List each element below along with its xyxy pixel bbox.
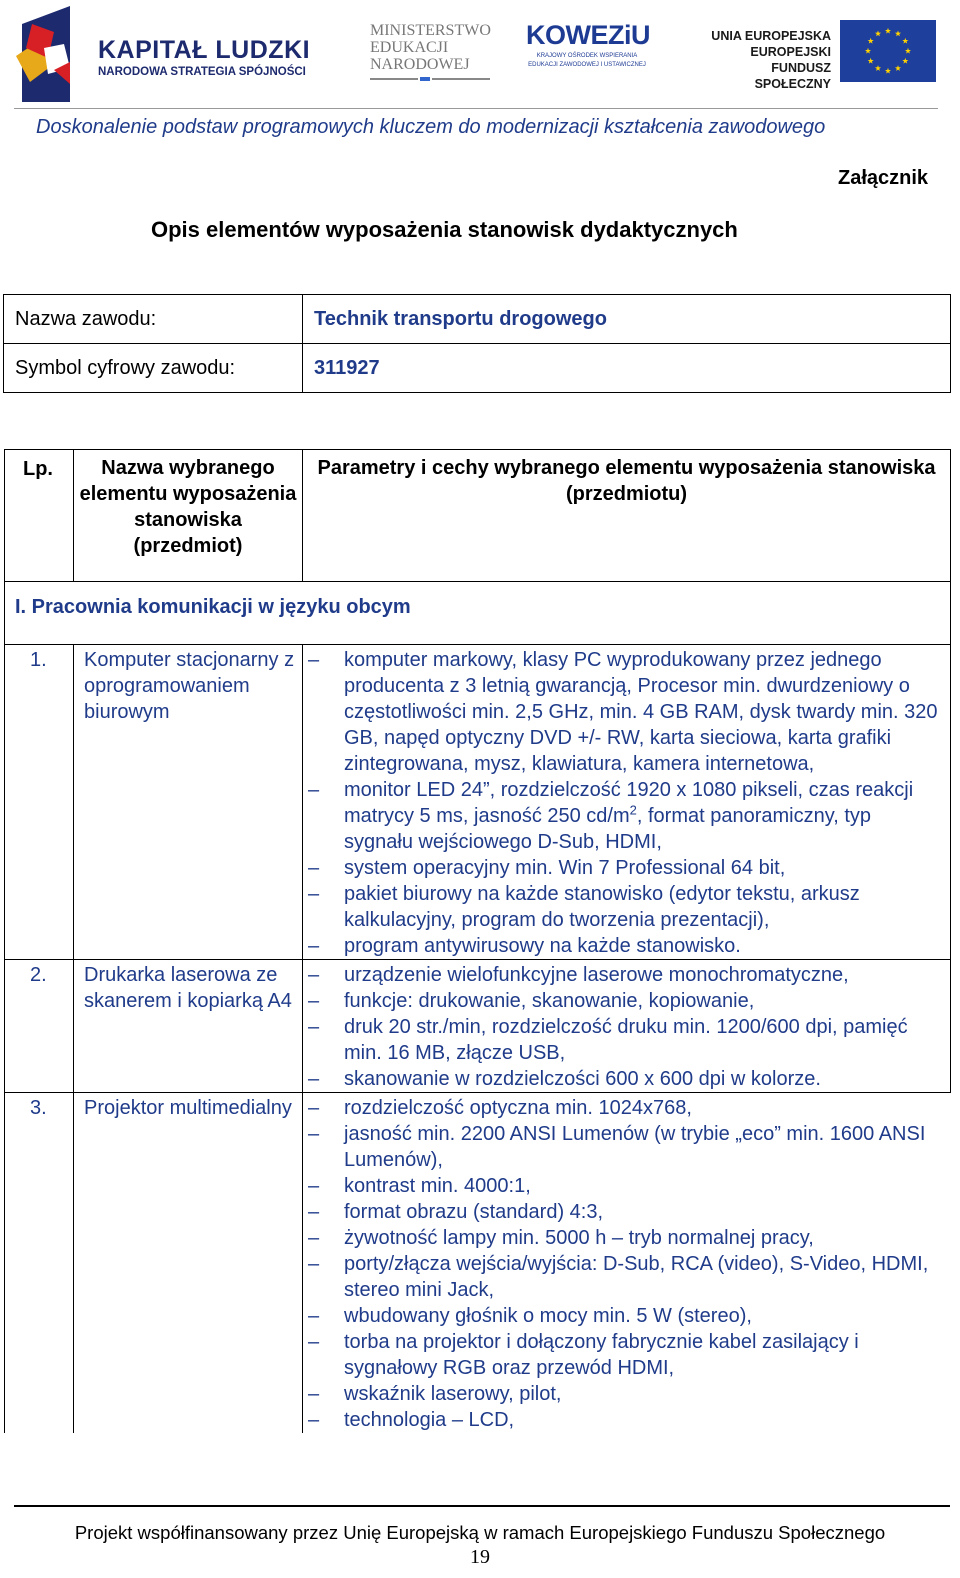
table-row — [5, 960, 951, 1093]
superscript: 2 — [629, 802, 637, 818]
project-subtitle: Doskonalenie podstaw programowych kluczem do modernizacji kształcenia zawodowego — [36, 116, 826, 138]
koweziu-tagline: KRAJOWY OŚRODEK WSPIERANIA — [536, 53, 638, 59]
item-params — [303, 960, 951, 1093]
table-row — [5, 645, 951, 960]
param-list — [303, 1095, 945, 1433]
param-item: – funkcje: drukowanie, skanowanie, kopiowanie, — [303, 988, 944, 1014]
profession-code-row — [4, 344, 951, 393]
item-params — [303, 645, 951, 960]
param-item: – format obrazu (standard) 4:3, — [303, 1199, 945, 1225]
eu-flag-icon — [840, 20, 936, 82]
header-item-name: Nazwa wybranego elementu wyposażenia stanowiska (przedmiot) — [74, 450, 303, 582]
footer-divider — [14, 1505, 950, 1507]
param-item: – kontrast min. 4000:1, — [303, 1173, 945, 1199]
header-divider — [14, 108, 938, 109]
section-title: I. Pracownia komunikacji w języku obcym — [5, 582, 951, 645]
item-number: 3. — [5, 1093, 74, 1434]
profession-name-label: Nazwa zawodu: — [4, 295, 303, 344]
param-item: – system operacyjny min. Win 7 Professional 64 bit, — [303, 855, 944, 881]
param-item: – żywotność lampy min. 5000 h – tryb normalnej pracy, — [303, 1225, 945, 1251]
koweziu-wordmark: KOWEZiU — [526, 20, 650, 50]
profession-table — [3, 294, 951, 393]
eu-logo-line: FUNDUSZ SPOŁECZNY — [754, 61, 831, 91]
koweziu-tagline: EDUKACJI ZAWODOWEJ I USTAWICZNEJ — [528, 62, 646, 68]
kapital-ludzki-logo — [98, 36, 310, 78]
men-logo-swoosh — [370, 76, 490, 82]
men-logo-line: EDUKACJI — [370, 39, 449, 56]
param-item: – wskaźnik laserowy, pilot, — [303, 1381, 945, 1407]
page-number: 19 — [470, 1546, 490, 1568]
header-lp: Lp. — [5, 450, 74, 582]
item-name: Komputer stacjonarny z oprogramowaniem biurowym — [74, 645, 303, 960]
param-item: – program antywirusowy na każde stanowisko. — [303, 933, 944, 959]
kapital-ludzki-wordmark: KAPITAŁ LUDZKI — [98, 36, 311, 64]
param-item: – komputer markowy, klasy PC wyprodukowany przez jednego producenta z 3 letnią gwarancją, Procesor min. dwurdzeniowy o częstotliwości min. 2,5 GHz, min. 4 GB RAM, dysk twardy min. 320 GB, napęd optyczny DVD +/- RW, karta sieciowa, karta grafiki zintegrowana, mysz, klawiatura, kamera internetowa, — [303, 647, 944, 777]
footer-text: Projekt współfinansowany przez Unię Europejską w ramach Europejskiego Funduszu Społecznego — [74, 1522, 886, 1543]
profession-name-value: Technik transportu drogowego — [303, 295, 951, 344]
equipment-table — [4, 449, 951, 1433]
param-item: – monitor LED 24”, rozdzielczość 1920 x 1080 pikseli, czas reakcji matrycy 5 ms, jasność 250 $cd/m^2$, format panoramiczny, typ sygnału wejściowego D-Sub, HDMI, — [303, 777, 944, 855]
item-number: 1. — [5, 645, 74, 960]
table-header-row — [5, 450, 951, 582]
item-name: Drukarka laserowa ze skanerem i kopiarką A4 — [74, 960, 303, 1093]
param-item: – technologia – LCD, — [303, 1407, 945, 1433]
eu-logo-text — [700, 28, 831, 92]
param-list — [303, 647, 944, 959]
param-item: – porty/złącza wejścia/wyjścia: D-Sub, RCA (video), S-Video, HDMI, stereo mini Jack, — [303, 1251, 945, 1303]
param-item: – wbudowany głośnik o mocy min. 5 W (stereo), — [303, 1303, 945, 1329]
table-row — [5, 1093, 951, 1434]
eu-logo-line: EUROPEJSKI — [750, 45, 831, 59]
eu-logo-line: UNIA EUROPEJSKA — [711, 29, 831, 43]
param-item: – pakiet biurowy na każde stanowisko (edytor tekstu, arkusz kalkulacyjny, program do tworzenia prezentacji), — [303, 881, 944, 933]
item-number: 2. — [5, 960, 74, 1093]
header-item-params: Parametry i cechy wybranego elementu wyposażenia stanowiska (przedmiotu) — [303, 450, 951, 582]
param-list — [303, 962, 944, 1092]
koweziu-logo — [526, 20, 648, 80]
kapital-ludzki-emblem — [14, 4, 76, 102]
param-item: – urządzenie wielofunkcyjne laserowe monochromatyczne, — [303, 962, 944, 988]
item-name: Projektor multimedialny — [74, 1093, 303, 1434]
profession-code-label: Symbol cyfrowy zawodu: — [4, 344, 303, 393]
document-title: Opis elementów wyposażenia stanowisk dydaktycznych — [151, 217, 738, 242]
param-item: – druk 20 str./min, rozdzielczość druku min. 1200/600 dpi, pamięć min. 16 MB, złącze USB, — [303, 1014, 944, 1066]
profession-name-row — [4, 295, 951, 344]
men-logo-line: NARODOWEJ — [370, 56, 470, 73]
item-params — [303, 1093, 951, 1434]
men-logo — [370, 22, 491, 73]
attachment-label: Załącznik — [838, 167, 929, 189]
section-row — [5, 582, 951, 645]
param-item: – rozdzielczość optyczna min. 1024x768, — [303, 1095, 945, 1121]
profession-code-value: 311927 — [303, 344, 951, 393]
param-item: – skanowanie w rozdzielczości 600 x 600 dpi w kolorze. — [303, 1066, 944, 1092]
param-item: – torba na projektor i dołączony fabrycznie kabel zasilający i sygnałowy RGB oraz przewód HDMI, — [303, 1329, 945, 1381]
equipment-table-container — [4, 449, 951, 1479]
kapital-ludzki-tagline: NARODOWA STRATEGIA SPÓJNOŚCI — [98, 66, 306, 78]
men-logo-line: MINISTERSTWO — [370, 22, 491, 39]
param-item: – jasność min. 2200 ANSI Lumenów (w trybie „eco” min. 1600 ANSI Lumenów), — [303, 1121, 945, 1173]
